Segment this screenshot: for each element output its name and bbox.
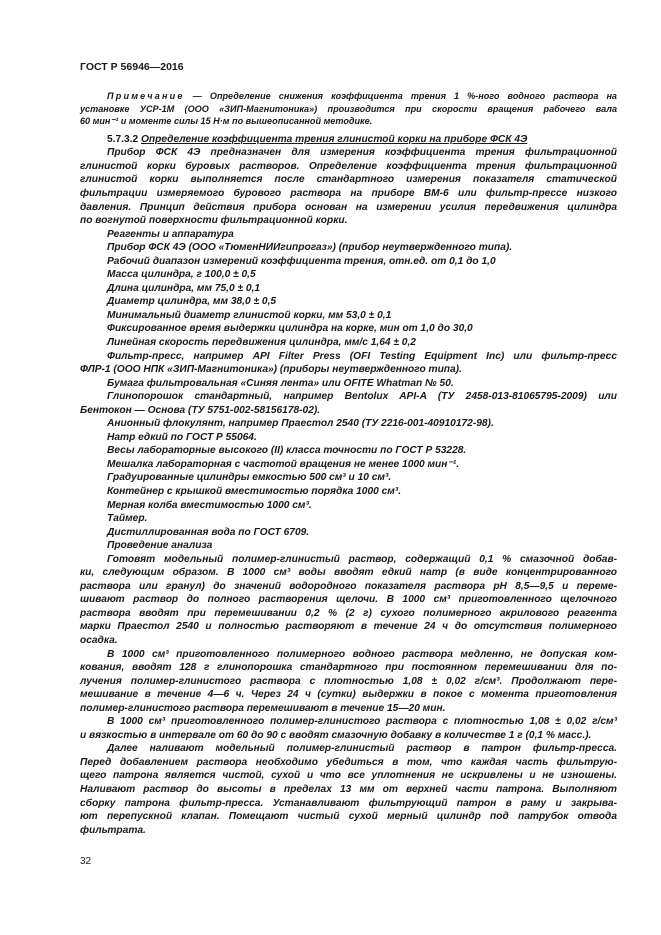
text-line: Масса цилиндра, г 100,0 ± 0,5: [107, 269, 256, 281]
paragraph: [80, 648, 617, 716]
paragraph: [80, 499, 617, 513]
page-number: 32: [80, 856, 92, 867]
paragraph: [80, 512, 617, 526]
section-title: Определение коэффициента трения глинистой корки на приборе ФСК 4Э: [141, 133, 528, 145]
paragraph: [80, 458, 617, 472]
note-label: Примечание: [107, 91, 185, 101]
text-line: шивают раствор до полного растворения щелочи. В 1000 см³ приготовленного щелочного: [80, 594, 617, 606]
paragraph: [80, 350, 617, 377]
text-line: Мерная колба вместимостью 1000 см³.: [107, 499, 312, 511]
text-line: мешивание в течение 4—6 ч. Через 24 ч (сутки) выдержки в покое с момента приготовления: [80, 689, 617, 701]
paragraph: [80, 431, 617, 445]
paragraph: [80, 485, 617, 499]
text-line: Дистиллированная вода по ГОСТ 6709.: [107, 526, 310, 538]
text-line: сборку патрона фильтр-пресса. Устанавливают фильтрующий патрон в раму и закрыва-: [80, 797, 617, 809]
text-line: лучения полимер-глинистого раствора с плотностью 1,08 ± 0,02 г/см³. Продолжают пере-: [80, 675, 617, 687]
text-line: Таймер.: [107, 513, 148, 525]
paragraphs: [80, 146, 617, 837]
text-line: раствора или гранул) до значений водородного показателя раствора pH 8,5—9,5 и переме-: [80, 580, 617, 592]
text-line: Реагенты и аппаратура: [107, 228, 234, 240]
text-line: Готовят модельный полимер-глинистый раствор, содержащий 0,1 % смазочной добав-: [107, 553, 617, 565]
text-line: В 1000 см³ приготовленного полимерного водного раствора медленно, не допуская ком-: [107, 648, 617, 660]
text-line: по вогнутой поверхности фильтрационной корки.: [80, 215, 348, 227]
text-line: осадка.: [80, 635, 118, 647]
document-body: [80, 90, 617, 837]
paragraph: [80, 228, 617, 242]
text-line: Проведение анализа: [107, 540, 213, 552]
text-line: Контейнер с крышкой вместимостью порядка 1000 см³.: [107, 486, 402, 497]
paragraph: [80, 553, 617, 648]
text-line: фильтрации измеряемого бурового раствора на приборе ВМ-6 или фильтр-прессе низкого: [80, 187, 617, 199]
text-line: ют перепускной клапан. Помещают чистый сухой мерный цилиндр под патрубок отвода: [80, 811, 617, 823]
text-line: раствора вводят при перемешивании 0,2 % (2 г) сухого полимерного акрилового реагента: [80, 607, 617, 619]
text-line: Далее наливают модельный полимер-глинистый раствор в патрон фильтр-пресса.: [107, 743, 617, 755]
paragraph: [80, 336, 617, 350]
paragraph: [80, 377, 617, 391]
text-line: Прибор ФСК 4Э (ООО «ТюменНИИгипрогаз») (прибор неутвержденного типа).: [107, 242, 513, 254]
paragraph: [80, 146, 617, 227]
paragraph: [80, 295, 617, 309]
paragraph: [80, 715, 617, 742]
text-line: Перед добавлением раствора необходимо убедиться в том, что каждая часть фильтрую-: [80, 756, 617, 768]
text-line: Натр едкий по ГОСТ Р 55064.: [107, 431, 257, 443]
text-line: Рабочий диапазон измерений коэффициента трения, отн.ед. от 0,1 до 1,0: [107, 255, 496, 267]
text-line: Бентокон — Основа (ТУ 5751-002-58156178-02).: [80, 404, 321, 416]
paragraph: [80, 268, 617, 282]
text-line: полимер-глинистого раствора перемешивают в течение 15—20 мин.: [80, 702, 446, 714]
text-line: фильтрата.: [80, 824, 146, 836]
text-line: Минимальный диаметр глинистой корки, мм 53,0 ± 0,1: [107, 309, 392, 321]
paragraph: [80, 309, 617, 323]
paragraph: [80, 444, 617, 458]
note-line: Примечание — Определение снижения коэффициента трения 1 %-ного водного раствора на: [107, 91, 617, 101]
text-line: ФЛР-1 (ООО НПК «ЗИП-Магнитоника») (приборы неутвержденного типа).: [80, 364, 462, 376]
text-line: Глинопорошок стандартный, например Bentolux API-A (ТУ 2458-013-81065795-2009) или: [107, 391, 617, 403]
paragraph: [80, 526, 617, 540]
note-line: 60 мин⁻¹ и моменте силы 15 Н·м по вышеописанной методике.: [80, 116, 373, 127]
paragraph: [80, 241, 617, 255]
text-line: щего патрона является чистой, сухой и что все уплотнения не искривлены и не изношены.: [80, 770, 617, 782]
paragraph: [80, 390, 617, 417]
text-line: давления. Принцип действия прибора основан на измерении усилия передвижения цилиндра: [80, 201, 617, 213]
note-line: установке УСР-1М (ООО «ЗИП-Магнитоника») производится при скорости вращения рабочего вала: [80, 103, 617, 114]
text-line: Линейная скорость передвижения цилиндра, мм/с 1,64 ± 0,2: [107, 336, 416, 348]
paragraph: [80, 539, 617, 553]
text-line: Прибор ФСК 4Э предназначен для измерения коэффициента трения фильтрационной: [107, 147, 617, 159]
paragraph: [80, 742, 617, 837]
text-line: Фиксированное время выдержки цилиндра на корке, мин от 1,0 до 30,0: [107, 323, 473, 335]
text-line: В 1000 см³ приготовленного полимер-глинистого раствора с плотностью 1,08 ± 0,02 г/см³: [107, 716, 617, 728]
document-header: ГОСТ Р 56946—2016: [80, 61, 184, 73]
text-line: глинистой корки выполняется после стандартного измерения показателя статической: [80, 174, 617, 186]
text-line: Наливают раствор до высоты в пределах 13 мм от верхней части патрона. Выполняют: [80, 784, 617, 796]
section-number: 5.7.3.2: [107, 133, 141, 145]
text-line: Диаметр цилиндра, мм 38,0 ± 0,5: [107, 296, 277, 308]
note: [80, 90, 617, 128]
text-line: марки Праестол 2540 и полностью растворяют в течение 24 ч до отсутствия полимерного: [80, 621, 617, 633]
paragraph: [80, 255, 617, 269]
paragraph: [80, 282, 617, 296]
text-line: глинистой корки буровых растворов. Определение коэффициента трения фильтрационной: [80, 160, 617, 172]
text-line: Весы лабораторные высокого (II) класса точности по ГОСТ Р 53228.: [107, 445, 467, 457]
text-line: Анионный флокулянт, например Праестол 2540 (ТУ 2216-001-40910172-98).: [107, 418, 494, 430]
section-heading: [80, 133, 617, 147]
text-line: и вязкостью в интервале от 60 до 90 с вводят смазочную добавку в количестве 1 г (0,1 % масс.).: [80, 729, 592, 741]
text-line: Длина цилиндра, мм 75,0 ± 0,1: [107, 282, 261, 294]
text-line: Градуированные цилиндры емкостью 500 см³ и 10 см³.: [107, 472, 392, 484]
paragraph: [80, 322, 617, 336]
text-line: Мешалка лабораторная с частотой вращения не менее 1000 мин⁻¹.: [107, 458, 460, 470]
text-line: ки, следующим образом. В 1000 см³ воды вводят едкий натр (в виде концентрированного: [80, 567, 617, 579]
text-line: Фильтр-пресс, например API Filter Press (OFI Testing Equipment Inc) или фильтр-пресс: [107, 350, 617, 362]
paragraph: [80, 471, 617, 485]
paragraph: [80, 417, 617, 431]
text-line: Бумага фильтровальная «Синяя лента» или OFITE Whatman № 50.: [107, 377, 454, 389]
text-line: кования, вводят 128 г глинопорошка стандартного при постоянном перемешивании для по-: [80, 662, 617, 674]
